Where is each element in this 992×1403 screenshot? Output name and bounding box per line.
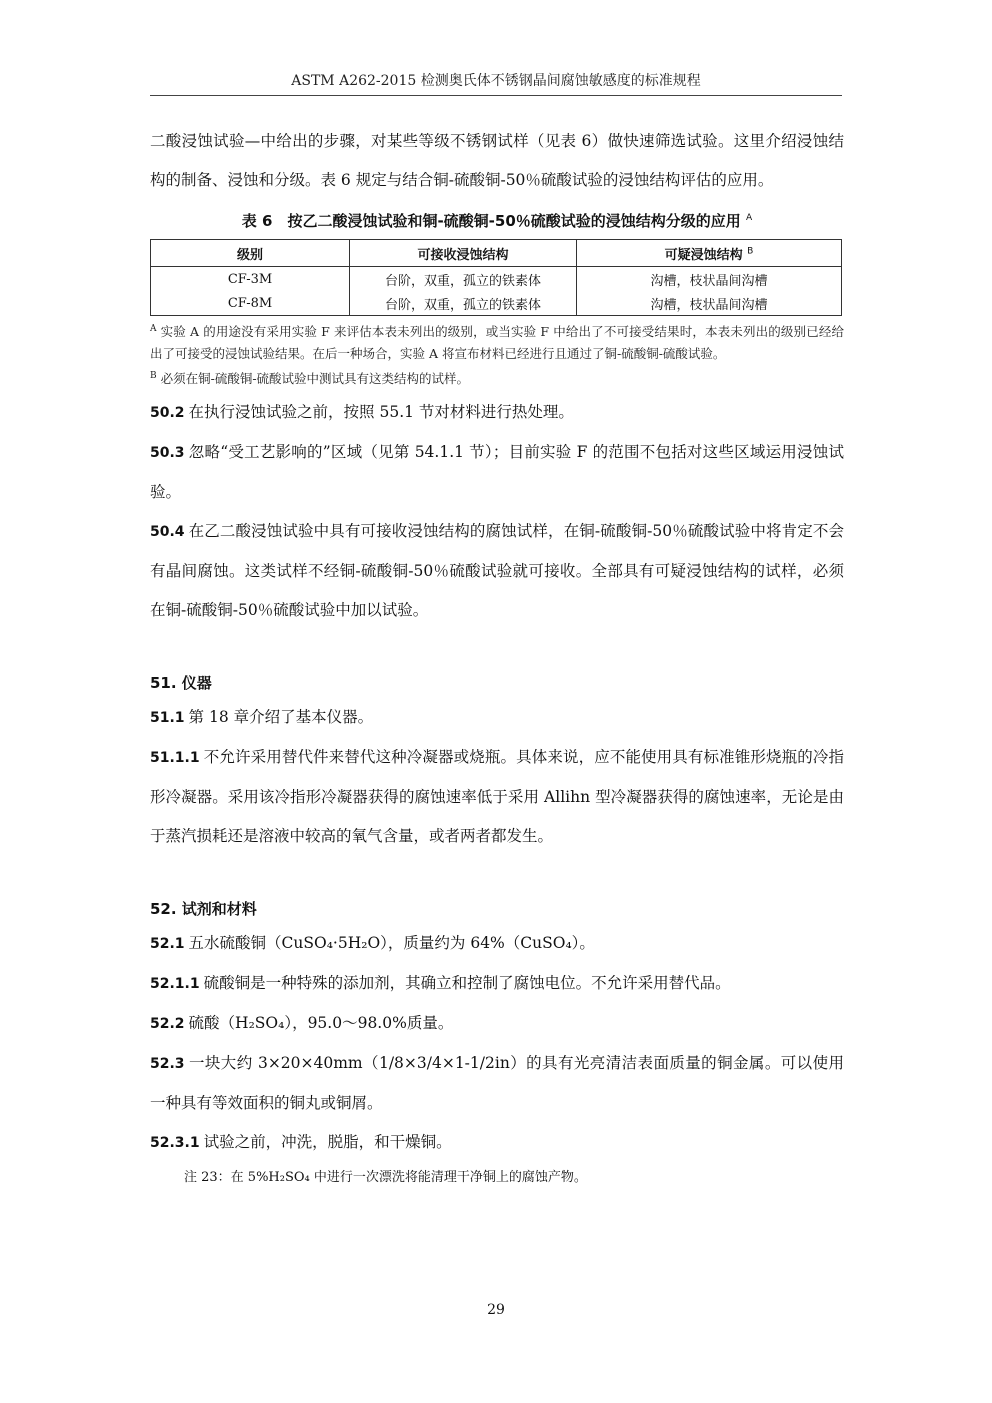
page-number: 29 xyxy=(487,1302,505,1318)
clause-text: 试验之前，冲洗，脱脂，和干燥铜。 xyxy=(203,1133,452,1152)
table-cell: 台阶，双重，孤立的铁素体 xyxy=(350,267,577,292)
section-52-title: 52. 试剂和材料 xyxy=(150,900,257,919)
clause-text: 在执行浸蚀试验之前，按照 55.1 节对材料进行热处理。 xyxy=(188,403,574,422)
clause-text: 硫酸（H₂SO₄），95.0～98.0%质量。 xyxy=(188,1014,454,1033)
clause-text: 在乙二酸浸蚀试验中具有可接收浸蚀结构的腐蚀试样，在铜-硫酸铜-50％硫酸试验中将肯定不会有晶间腐蚀。这类试样不经铜-硫酸铜-50％硫酸试验就可接收。全部具有可疑浸蚀结构的试样，必须在铜-硫酸铜-50％硫酸试验中加以试验。 xyxy=(150,522,844,620)
clause-number: 52.3.1 xyxy=(150,1135,200,1152)
clause-number: 52.1 xyxy=(150,936,185,953)
table-row xyxy=(151,291,842,316)
table-header-acceptable: 可接收浸蚀结构 xyxy=(350,240,577,267)
clause-text: 硫酸铜是一种特殊的添加剂，其确立和控制了腐蚀电位。不允许采用替代品。 xyxy=(203,974,731,993)
paragraph-52-2 xyxy=(150,1004,844,1044)
clause-number: 51.1 xyxy=(150,710,185,727)
table-header-suspect-sup: B xyxy=(747,246,754,257)
paragraph-50-4 xyxy=(150,512,844,630)
clause-text: 五水硫酸铜（CuSO₄·5H₂O），质量约为 64%（CuSO₄）。 xyxy=(188,934,595,953)
section-51-title: 51. 仪器 xyxy=(150,674,212,693)
paragraph-52-3-1 xyxy=(150,1123,844,1163)
note-23: 注 23：在 5%H₂SO₄ 中进行一次漂洗将能清理干净铜上的腐蚀产物。 xyxy=(184,1170,587,1186)
clause-text: 一块大约 3×20×40mm（1/8×3/4×1-1/2in）的具有光亮清洁表面质量的铜金属。可以使用一种具有等效面积的铜丸或铜屑。 xyxy=(150,1054,844,1113)
paragraph-52-1-1 xyxy=(150,964,844,1004)
footnote-a-mark: A xyxy=(150,324,157,334)
clause-text: 忽略“受工艺影响的”区域（见第 54.1.1 节）；目前实验 F 的范围不包括对这些区域运用浸蚀试验。 xyxy=(150,443,844,502)
clause-number: 50.3 xyxy=(150,445,185,462)
table-header-suspect-label: 可疑浸蚀结构 xyxy=(664,247,743,263)
footnote-b-mark: B xyxy=(150,371,157,382)
paragraph-52-3 xyxy=(150,1044,844,1123)
clause-text: 第 18 章介绍了基本仪器。 xyxy=(188,708,374,727)
table-header-grade: 级别 xyxy=(151,240,350,267)
table-caption-sup: A xyxy=(746,213,753,223)
table-cell: CF-8M xyxy=(151,291,350,316)
clause-number: 52.3 xyxy=(150,1056,185,1073)
footnote-b-text: 必须在铜-硫酸铜-硫酸试验中测试具有这类结构的试样。 xyxy=(160,371,470,387)
table-caption xyxy=(150,210,844,231)
running-header: ASTM A262-2015 检测奥氏体不锈钢晶间腐蚀敏感度的标准规程 xyxy=(150,70,842,96)
paragraph-50-2 xyxy=(150,393,844,433)
footnote-a-text: 实验 A 的用途没有采用实验 F 来评估本表未列出的级别，或当实验 F 中给出了不可接受结果时，本表未列出的级别已经给出了可接受的浸蚀试验结果。在后一种场合，实验 A 将宣布材料已经进行且通过了铜-硫酸铜-硫酸试验。 xyxy=(150,324,844,362)
intro-paragraph: 二酸浸蚀试验—中给出的步骤，对某些等级不锈钢试样（见表 6）做快速筛选试验。这里介绍浸蚀结构的制备、浸蚀和分级。表 6 规定与结合铜-硫酸铜-50％硫酸试验的浸蚀结构评估的应用。 xyxy=(150,132,844,189)
table-footnote-a xyxy=(150,318,844,365)
table-header-suspect xyxy=(577,240,842,267)
table-header-row xyxy=(151,240,842,267)
clause-number: 52.1.1 xyxy=(150,976,200,993)
table-caption-text: 表 6 按乙二酸浸蚀试验和铜-硫酸铜-50％硫酸试验的浸蚀结构分级的应用 xyxy=(241,212,741,230)
table-cell: 沟槽，枝状晶间沟槽 xyxy=(577,291,842,316)
clause-number: 52.2 xyxy=(150,1016,185,1033)
paragraph-52-1 xyxy=(150,924,844,964)
table-cell: 沟槽，枝状晶间沟槽 xyxy=(577,267,842,292)
table-row xyxy=(151,267,842,292)
table-footnote-b xyxy=(150,365,844,390)
paragraph-51-1 xyxy=(150,698,844,738)
clause-number: 50.2 xyxy=(150,405,185,422)
table-6 xyxy=(150,239,842,316)
table-cell: 台阶，双重，孤立的铁素体 xyxy=(350,291,577,316)
page-content xyxy=(150,122,844,1193)
clause-number: 51.1.1 xyxy=(150,750,200,767)
clause-text: 不允许采用替代件来替代这种冷凝器或烧瓶。具体来说，应不能使用具有标准锥形烧瓶的冷指形冷凝器。采用该冷指形冷凝器获得的腐蚀速率低于采用 Allihn 型冷凝器获得的腐蚀速率，无论是由于蒸汽损耗还是溶液中较高的氧气含量，或者两者都发生。 xyxy=(150,748,844,846)
paragraph-51-1-1 xyxy=(150,738,844,856)
table-cell: CF-3M xyxy=(151,267,350,292)
clause-number: 50.4 xyxy=(150,524,185,541)
paragraph-50-3 xyxy=(150,433,844,512)
